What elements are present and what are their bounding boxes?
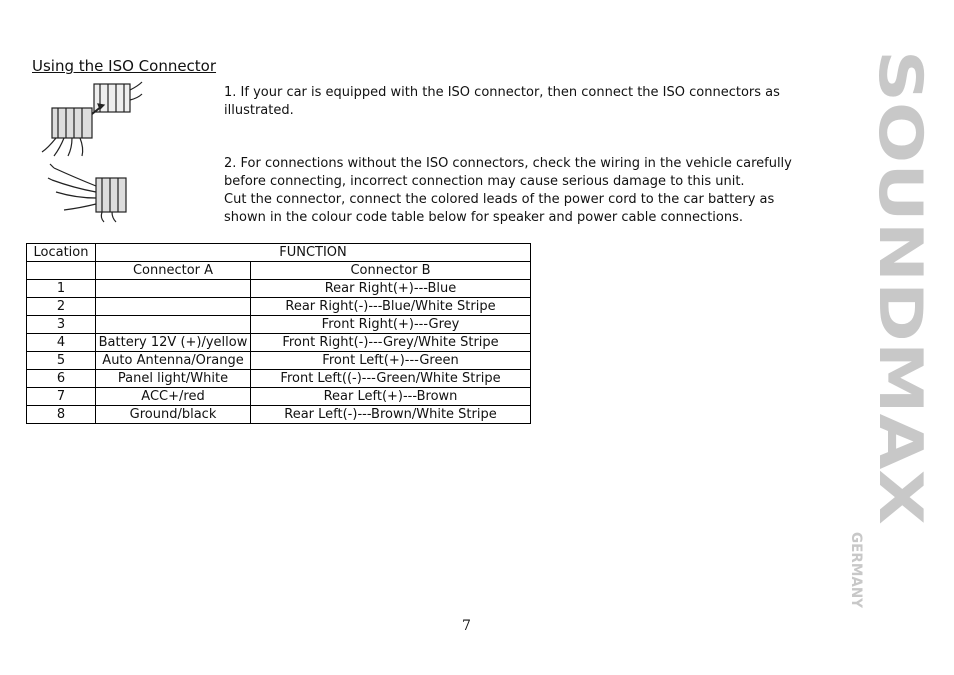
location-cell: 5 bbox=[27, 352, 96, 370]
location-cell: 1 bbox=[27, 280, 96, 298]
iso-connector-illustration bbox=[34, 78, 144, 158]
brand-name: SOUNDMAX bbox=[865, 50, 935, 446]
connector-a-cell: Auto Antenna/Orange bbox=[96, 352, 251, 370]
connector-a-header: Connector A bbox=[96, 262, 251, 280]
connector-b-cell: Rear Right(-)---Blue/White Stripe bbox=[251, 298, 531, 316]
table-row bbox=[27, 370, 531, 388]
connector-b-cell: Front Right(-)---Grey/White Stripe bbox=[251, 334, 531, 352]
table-row bbox=[27, 298, 531, 316]
instruction-no-iso-text: 2. For connections without the ISO connectors, check the wiring in the vehicle carefully before connecting, incorrect connection may cause serious damage to this unit. bbox=[224, 156, 792, 189]
cut-wire-harness-illustration bbox=[46, 158, 138, 224]
instruction-cut-connector: Cut the connector, connect the colored leads of the power cord to the car battery as shown in the colour code table below for speaker and power cable connections. bbox=[224, 192, 775, 225]
location-cell: 3 bbox=[27, 316, 96, 334]
table-header-row bbox=[27, 244, 531, 262]
location-cell: 6 bbox=[27, 370, 96, 388]
connector-b-cell: Front Left((-)---Green/White Stripe bbox=[251, 370, 531, 388]
table-row bbox=[27, 334, 531, 352]
connector-b-cell: Rear Right(+)---Blue bbox=[251, 280, 531, 298]
table-row bbox=[27, 280, 531, 298]
connector-a-cell: Ground/black bbox=[96, 406, 251, 424]
connector-a-cell: Panel light/White bbox=[96, 370, 251, 388]
table-row bbox=[27, 406, 531, 424]
function-header: FUNCTION bbox=[96, 244, 531, 262]
table-row bbox=[27, 352, 531, 370]
connector-a-cell bbox=[96, 316, 251, 334]
section-heading: Using the ISO Connector bbox=[32, 57, 217, 75]
connector-b-cell: Rear Left(-)---Brown/White Stripe bbox=[251, 406, 531, 424]
table-subheader-row bbox=[27, 262, 531, 280]
location-cell: 7 bbox=[27, 388, 96, 406]
connector-b-cell: Front Right(+)---Grey bbox=[251, 316, 531, 334]
table-row bbox=[27, 316, 531, 334]
instruction-no-iso bbox=[224, 155, 808, 227]
empty-cell bbox=[27, 262, 96, 280]
connector-a-cell bbox=[96, 298, 251, 316]
connector-a-cell bbox=[96, 280, 251, 298]
connector-b-header: Connector B bbox=[251, 262, 531, 280]
soundmax-logo bbox=[846, 50, 935, 611]
connector-a-cell: Battery 12V (+)/yellow bbox=[96, 334, 251, 352]
page-number: 7 bbox=[462, 618, 471, 634]
colour-code-table bbox=[26, 243, 531, 424]
location-cell: 4 bbox=[27, 334, 96, 352]
brand-sub: GERMANY bbox=[848, 532, 864, 611]
location-header: Location bbox=[27, 244, 96, 262]
connector-b-cell: Rear Left(+)---Brown bbox=[251, 388, 531, 406]
connector-a-cell: ACC+/red bbox=[96, 388, 251, 406]
location-cell: 8 bbox=[27, 406, 96, 424]
instruction-iso: 1. If your car is equipped with the ISO connector, then connect the ISO connectors as illustrated. bbox=[224, 85, 780, 118]
location-cell: 2 bbox=[27, 298, 96, 316]
connector-b-cell: Front Left(+)---Green bbox=[251, 352, 531, 370]
table-row bbox=[27, 388, 531, 406]
